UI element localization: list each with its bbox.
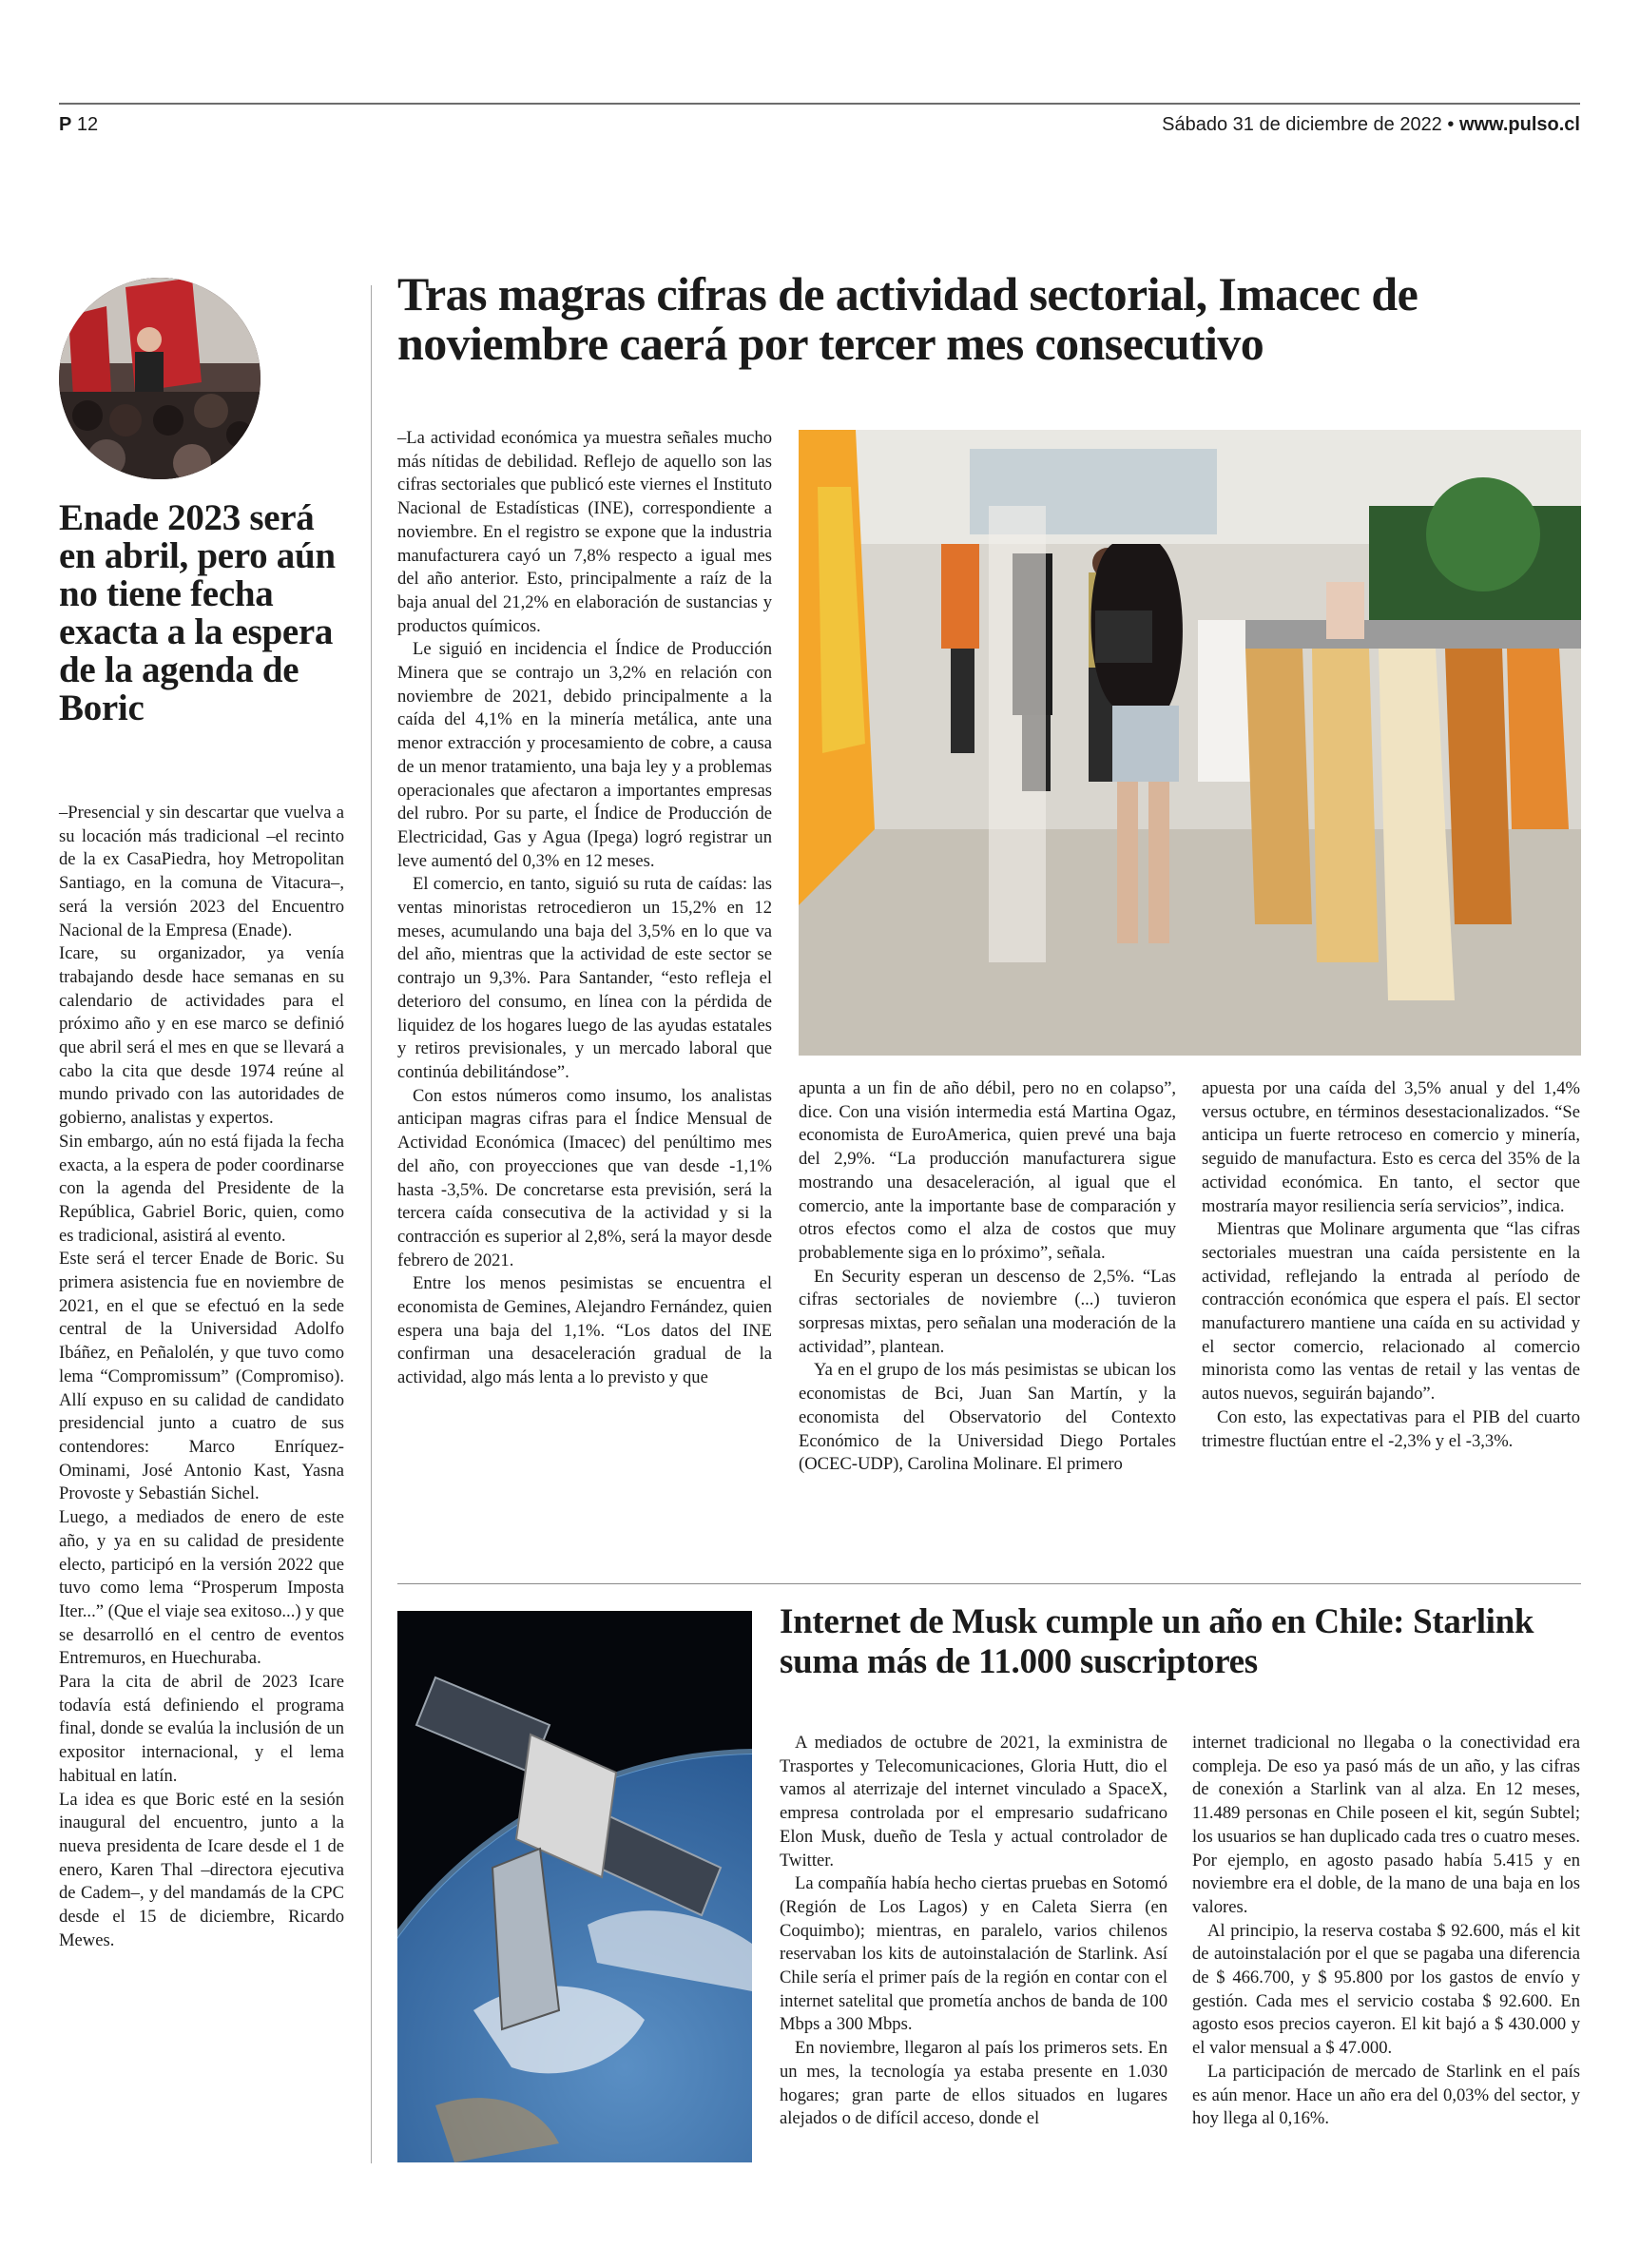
sidebar-headline: Enade 2023 será en abril, pero aún no tiene fecha exacta a la espera de la agenda de Boric bbox=[59, 497, 336, 728]
article-paragraph: El comercio, en tanto, siguió su ruta de caídas: las ventas minoristas retrocedieron un 15,2% en 12 meses, acumulando una baja del 3,5% en lo que va del año, mientras que la actividad de este sector se contrajo un 9,3%. Para Santander, “esto refleja el deterioro del consumo, en línea con la pérdida de liquidez de los hogares luego de las ayudas estatales y retiros previsionales, y un mercado laboral que continúa debilitándose”. bbox=[397, 874, 772, 1082]
article-paragraph: Con estos números como insumo, los analistas anticipan magras cifras para el Índice Mensual de Actividad Económica (Imacec) del penúltimo mes del año, con proyecciones que van desde -1,1% hasta -3,5%. De concretarse esta previsión, será la tercera caída consecutiva de la actividad y si la contracción es superior al 2,8%, será la mayor desde febrero de 2021. bbox=[397, 1085, 772, 1270]
issue-date: Sábado 31 de diciembre de 2022 • bbox=[1162, 114, 1455, 135]
section-rule bbox=[397, 1583, 1581, 1584]
sidebar-paragraph: Sin embargo, aún no está fijada la fecha exacta, a la espera de poder coordinarse con la agenda del Presidente de la República, Gabriel Boric, quien, como es tradicional, asistirá al evento. bbox=[59, 1131, 344, 1246]
article-paragraph: Ya en el grupo de los más pesimistas se ubican los economistas de Bci, Juan San Martín, y la economista del Observatorio del Contexto Económico de la Universidad Diego Portales (OCEC-UDP), Carolina Molinare. El primero bbox=[799, 1360, 1176, 1475]
article-paragraph: –La actividad económica ya muestra señales mucho más nítidas de debilidad. Reflejo de aquello son las cifras sectoriales que publicó este viernes el Instituto Nacional de Estadísticas (INE), correspondiente a noviembre. En el registro se expone que la industria manufacturera cayó un 7,8% respecto a igual mes del año anterior. Esto, principalmente a raíz de la baja anual del 21,2% en elaboración de sustancias y productos químicos. bbox=[397, 428, 772, 636]
article-paragraph: A mediados de octubre de 2021, la exministra de Trasportes y Telecomunicaciones, Gloria Hutt, dio el vamos al aterrizaje del internet vinculado a SpaceX, empresa controlada por el empresario sudafricano Elon Musk, dueño de Tesla y actual controlador de Twitter. bbox=[780, 1733, 1167, 1871]
page-letter: P bbox=[59, 114, 72, 135]
page-number-value: 12 bbox=[76, 114, 99, 135]
sidebar-paragraph: La idea es que Boric esté en la sesión inaugural del encuentro, junto a la nueva presidenta de Icare desde el 1 de enero, Karen Thal –directora ejecutiva de Cadem–, y del mandamás de la CPC desde el 15 de diciembre, Ricardo Mewes. bbox=[59, 1789, 344, 1950]
sidebar-paragraph: Luego, a mediados de enero de este año, y ya en su calidad de presidente electo, participó en la versión 2022 que tuvo como lema “Prosperum Imposta Iter...” (Que el viaje sea exitoso...) y que se desarrolló en el centro de eventos Entremuros, en Huechuraba. bbox=[59, 1507, 344, 1669]
article-paragraph: apunta a un fin de año débil, pero no en colapso”, dice. Con una visión intermedia está Martina Ogaz, economista de EuroAmerica, quien prevé una baja del 2,9%. “La producción manufacturera sigue mostrando una desaceleración, al igual que el comercio, ante la importante base de comparación y otros efectos como el alza de costos que muy probablemente siga en lo próximo”, señala. bbox=[799, 1078, 1176, 1263]
header-date bbox=[1162, 114, 1580, 136]
article-paragraph: Mientras que Molinare argumenta que “las cifras sectoriales muestran una caída persistente en la actividad, reflejando la entrada al período de contracción económica que espera el país. El sector manufacturero mantiene una caída en su actividad y el sector comercio, relacionado al comercio minorista como las ventas de retail y las ventas de autos nuevos, seguirán bajando”. bbox=[1202, 1219, 1580, 1405]
musk-column-1 bbox=[780, 1732, 1167, 2131]
article-paragraph: apuesta por una caída del 3,5% anual y del 1,4% versus octubre, en términos desestacionalizados. “Se anticipa un fuerte retroceso en comercio y minería, seguido de manufactura. Esto es cerca del 35% de la actividad económica. En tanto, el sector que mostraría mayor resiliencia sería servicios”, indica. bbox=[1202, 1078, 1580, 1216]
article-paragraph: internet tradicional no llegaba o la conectividad era compleja. De eso ya pasó más de un año, y las cifras de conexión a Starlink van al alza. En 12 meses, 11.489 personas en Chile poseen el kit, según Subtel; los usuarios se han duplicado cada tres o cuatro meses. Por ejemplo, en agosto pasado había 5.415 y en noviembre era el doble, de la mano de una baja en los valores. bbox=[1192, 1733, 1580, 1917]
satellite-photo bbox=[397, 1611, 752, 2162]
article-paragraph: Le siguió en incidencia el Índice de Producción Minera que se contrajo un 3,2% en relación con noviembre de 2021, debido principalmente a la caída del 4,1% en la minería metálica, ante una menor extracción y procesamiento de cobre, a causa de un menor tratamiento, una baja ley y a problemas operacionales que afectaron a importantes empresas del rubro. Por su parte, el Índice de Producción de Electricidad, Gas y Agua (Ipega) logró registrar un leve aumentó del 0,3% en 12 meses. bbox=[397, 639, 772, 871]
main-column-1 bbox=[397, 427, 772, 1390]
sidebar-paragraph: Icare, su organizador, ya venía trabajando desde hace semanas en su calendario de actividades para el próximo año y en ese marco se definió que abril será el mes en que se llevará a cabo la cita que desde 1974 reúne al mundo privado con las autoridades de gobierno, analistas y expertos. bbox=[59, 943, 344, 1129]
page-number bbox=[59, 114, 98, 136]
article-paragraph: En Security esperan un descenso de 2,5%. “Las cifras sectoriales de noviembre (...) tuvieron sorpresas mixtas, pero señalan una moderación de la actividad”, plantean. bbox=[799, 1266, 1176, 1357]
main-column-2 bbox=[799, 1077, 1176, 1477]
sidebar-body bbox=[59, 802, 344, 1952]
event-photo bbox=[59, 278, 260, 479]
article-paragraph: Entre los menos pesimistas se encuentra el economista de Gemines, Alejandro Fernández, quien espera una baja del 1,1%. “Los datos del INE confirman una desaceleración gradual de la actividad, algo más lenta a lo previsto y que bbox=[397, 1273, 772, 1388]
article-paragraph: En noviembre, llegaron al país los primeros sets. En un mes, la tecnología ya estaba presente en 1.030 hogares; gran parte de ellos situados en lugares alejados o de difícil acceso, donde el bbox=[780, 2038, 1167, 2129]
sidebar-paragraph: –Presencial y sin descartar que vuelva a su locación más tradicional –el recinto de la ex CasaPiedra, hoy Metropolitan Santiago, en la comuna de Vitacura–, será la versión 2023 del Encuentro Nacional de la Empresa (Enade). bbox=[59, 803, 344, 940]
main-headline: Tras magras cifras de actividad sectorial, Imacec de noviembre caerá por tercer mes consecutivo bbox=[397, 267, 1418, 370]
main-column-3 bbox=[1202, 1077, 1580, 1453]
article-paragraph: Al principio, la reserva costaba $ 92.600, más el kit de autoinstalación por el que se pagaba una diferencia de $ 466.700, y $ 95.800 por los gastos de envío y gestión. Cada mes el servicio costaba $ 92.600. En agosto esos precios cayeron. El kit bajó a $ 430.000 y el valor mensual a $ 47.000. bbox=[1192, 1920, 1580, 2059]
store-photo bbox=[799, 430, 1581, 1056]
sidebar-paragraph: Para la cita de abril de 2023 Icare todavía está definiendo el programa final, donde se evalúa la inclusión de un expositor internacional, y el lema habitual en latín. bbox=[59, 1672, 344, 1786]
column-divider bbox=[371, 285, 372, 2163]
musk-column-2 bbox=[1192, 1732, 1580, 2131]
article-paragraph: La compañía había hecho ciertas pruebas en Sotomó (Región de Los Lagos) y en Caleta Sierra (en Coquimbo); mientras, en paralelo, varios chilenos reservaban los kits de autoinstalación de Starlink. Así Chile sería el primer país de la región en contar con el internet satelital que prometía anchos de banda de 100 Mbps a 300 Mbps. bbox=[780, 1873, 1167, 2035]
sidebar-paragraph: Este será el tercer Enade de Boric. Su primera asistencia fue en noviembre de 2021, en el que se efectuó en la sede central de la Universidad Adolfo Ibáñez, en Peñalolén, y que tuvo como lema “Compromissum” (Compromiso). Allí expuso en su calidad de candidato presidencial junto a cuatro de sus contendores: Marco Enríquez-Ominami, José Antonio Kast, Yasna Provoste y Sebastián Sichel. bbox=[59, 1249, 344, 1504]
article-paragraph: La participación de mercado de Starlink en el país es aún menor. Hace un año era del 0,03% del sector, y hoy llega al 0,16%. bbox=[1192, 2061, 1580, 2129]
site-link[interactable]: www.pulso.cl bbox=[1458, 114, 1580, 135]
article-paragraph: Con esto, las expectativas para el PIB del cuarto trimestre fluctúan entre el -2,3% y el -3,3%. bbox=[1202, 1406, 1580, 1451]
header-rule bbox=[59, 103, 1580, 105]
musk-headline: Internet de Musk cumple un año en Chile: Starlink suma más de 11.000 suscriptores bbox=[780, 1602, 1534, 1681]
